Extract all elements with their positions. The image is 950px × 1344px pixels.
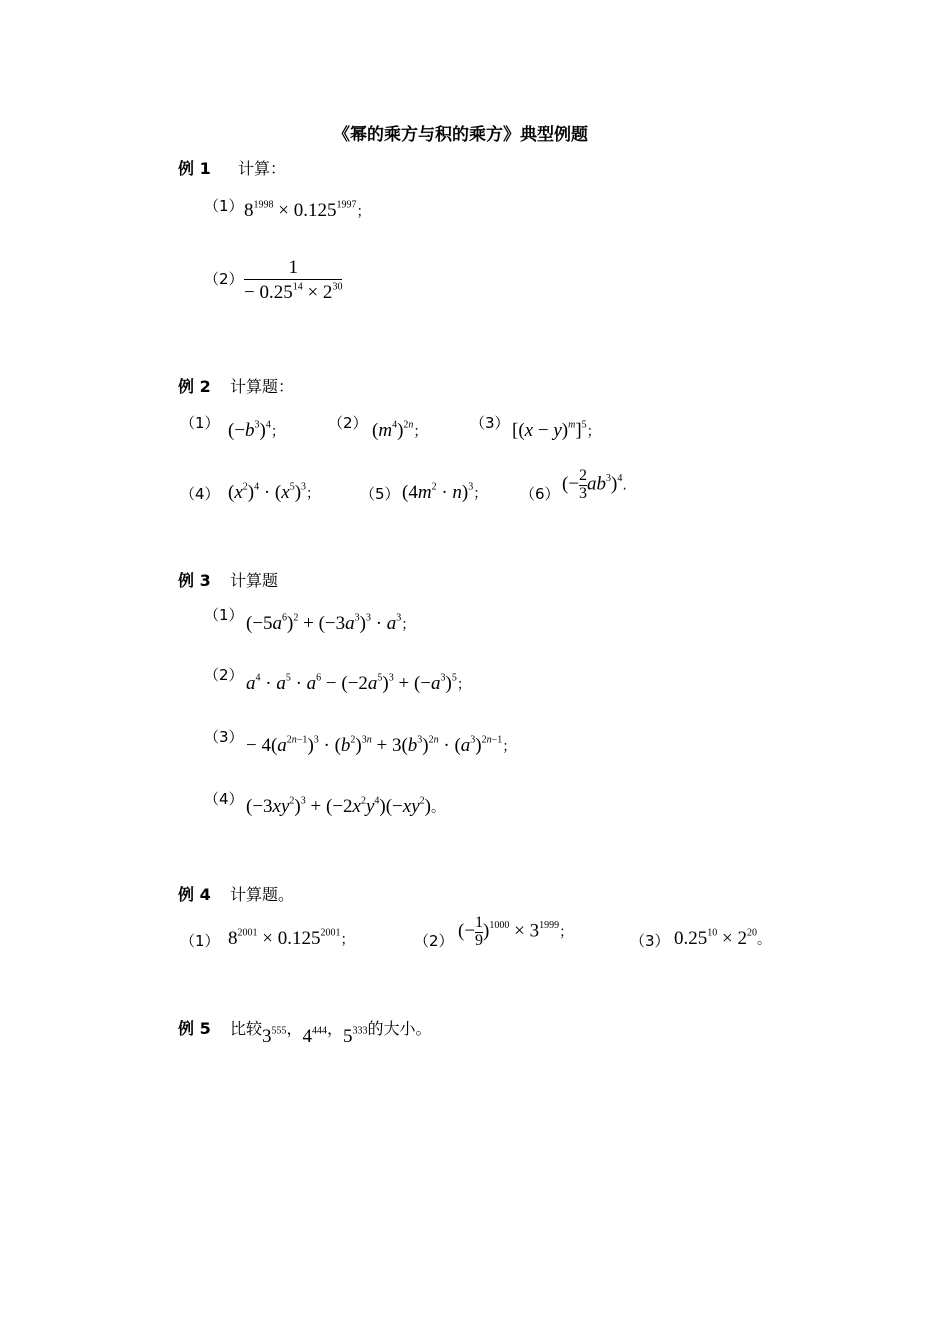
semicolon: ； (559, 924, 574, 941)
ex3-part-4-number: （4） (204, 790, 244, 808)
semicolon: ； (413, 424, 428, 440)
ex3-part-3-number: （3） (204, 728, 244, 746)
ex4-part-3-expression: $0.25^{10} \times 2^{20}$。 (674, 927, 771, 949)
ex1-part-1-number: （1） (204, 197, 244, 215)
page-title: 《幂的乘方与积的乘方》典型例题 (333, 125, 588, 145)
example-3-label: 例 3 (178, 571, 211, 590)
semicolon: ； (456, 677, 471, 693)
example-5-label: 例 5 (178, 1019, 211, 1038)
ex2-part-1-expression: $(-b^3)^4$； (228, 419, 285, 441)
ex2-part-5-expression: $(4m^2 \cdot n)^3$； (402, 481, 488, 503)
semicolon: ； (306, 486, 321, 502)
example-5-instruction (230, 1016, 432, 1047)
period: 。 (430, 800, 445, 816)
example-1-label: 例 1 (178, 159, 211, 178)
semicolon: ； (270, 424, 285, 440)
ex2-part-3-number: （3） (470, 414, 510, 432)
ex1-part-2-number: （2） (204, 270, 244, 288)
semicolon: ； (356, 204, 371, 220)
fraction: $\frac{1}{9}$ (475, 914, 484, 949)
example-4-instruction: 计算题。 (230, 885, 295, 904)
ex3-part-1-number: （1） (204, 606, 244, 624)
semicolon: ； (502, 739, 517, 755)
power-3-555: $3^{555}$ (262, 1025, 287, 1047)
ex2-part-6-expression: (− $\frac{2}{3}$ $ab^3)^4$. (562, 467, 627, 502)
ex2-part-2-number: （2） (328, 414, 368, 432)
ex4-part-2-number: （2） (414, 932, 454, 950)
ex1-part-2-expression (244, 257, 342, 304)
ex4-part-1-expression: $8^{2001} \times 0.125^{2001}$； (228, 927, 355, 949)
ex2-part-1-number: （1） (180, 414, 220, 432)
ex4-part-2-expression: (− $\frac{1}{9}$ )$^{1000} \times 3^{1999}$； (458, 914, 574, 949)
ex4-part-3-number: （3） (630, 932, 670, 950)
period: . (622, 477, 627, 494)
ex2-part-5-number: （5） (360, 485, 400, 503)
example-2-label: 例 2 (178, 377, 211, 396)
compare-text: 比较 (230, 1019, 263, 1038)
ex1-part-1-expression: $8^{1998} \times 0.125^{1997}$； (244, 199, 371, 221)
ex2-part-2-expression: $(m^4)^{2n}$； (372, 419, 428, 441)
ex3-part-2-number: （2） (204, 666, 244, 684)
fraction: $\frac{2}{3}$ (579, 467, 588, 502)
ex4-part-1-number: （1） (180, 932, 220, 950)
ex2-part-4-expression: $(x^2)^4 \cdot (x^5)^3$； (228, 481, 321, 503)
period: 。 (756, 932, 771, 948)
example-4-label: 例 4 (178, 885, 211, 904)
tail-text: 的大小。 (367, 1019, 432, 1038)
comma: ， (286, 1019, 303, 1038)
example-2-instruction: 计算题： (230, 377, 295, 396)
semicolon: ； (340, 932, 355, 948)
ex2-part-6-number: （6） (520, 485, 560, 503)
semicolon: ； (586, 424, 601, 440)
fraction: $\frac{1}{- 0.25^{14} \times 2^{30}}$ (244, 257, 343, 303)
ex3-part-3-expression: − $4(a^{2n-1})^3 \cdot (b^2)^{3n} + 3(b^3)^{2n} \cdot (a^3)^{2n-1}$； (246, 734, 517, 756)
power-5-333: $5^{333}$ (343, 1025, 368, 1047)
ex3-part-4-expression: $(-3xy^2)^3 + (-2x^2y^4)(-xy^2)$。 (246, 795, 445, 817)
semicolon: ； (401, 617, 416, 633)
power-4-444: $4^{444}$ (302, 1025, 328, 1047)
ex3-part-2-expression: $a^4 \cdot a^5 \cdot a^6 - (-2a^5)^3 + (-a^3)^5$； (246, 672, 471, 694)
ex2-part-3-expression: $[(x - y)^m]^5$； (512, 419, 601, 441)
example-3-instruction: 计算题 (230, 571, 279, 590)
comma: ， (327, 1019, 344, 1038)
semicolon: ； (473, 486, 488, 502)
ex3-part-1-expression: $(-5a^6)^2 + (-3a^3)^3 \cdot a^3$； (246, 612, 416, 634)
ex2-part-4-number: （4） (180, 485, 220, 503)
example-1-instruction: 计算： (238, 159, 287, 178)
